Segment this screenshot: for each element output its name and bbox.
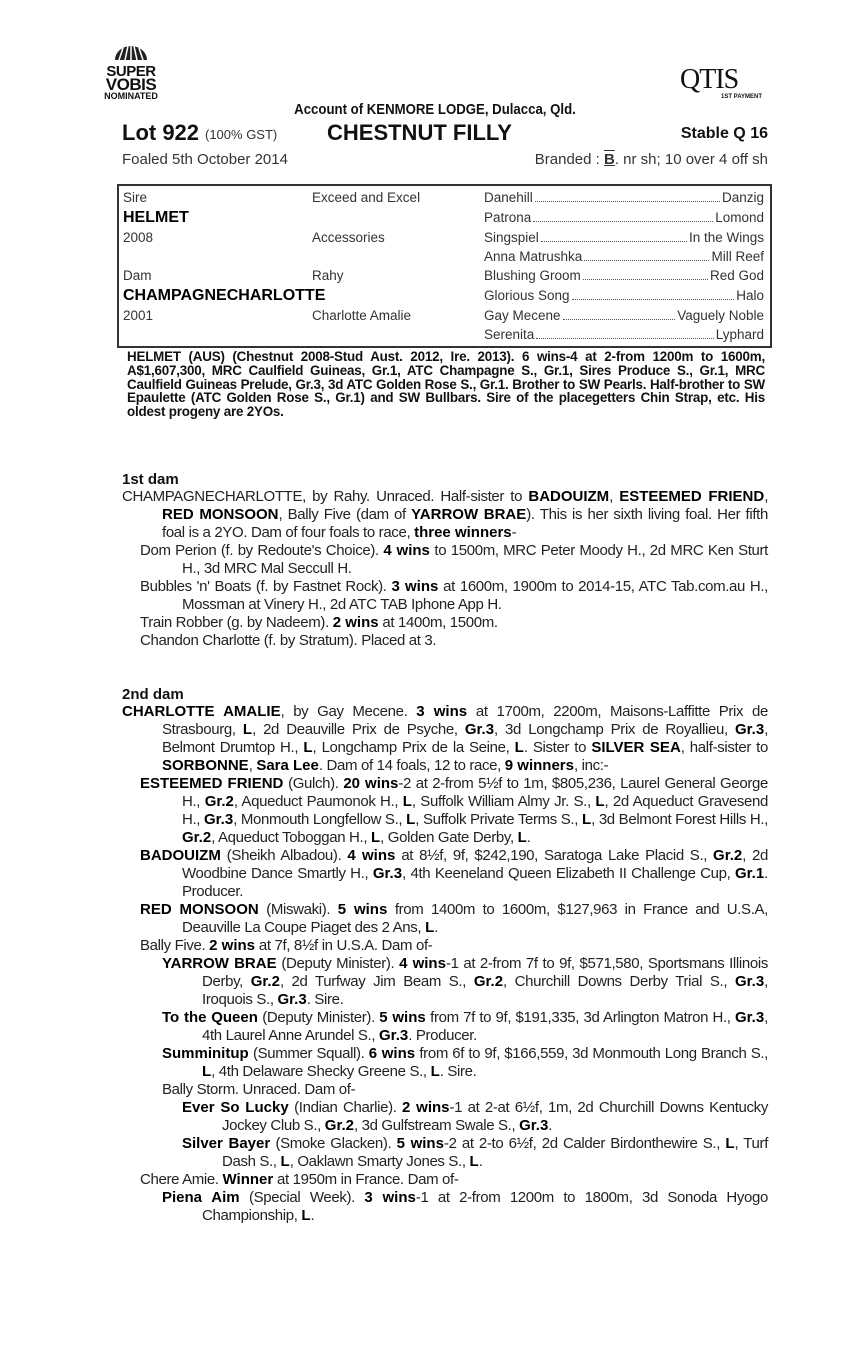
entry-text: from 1400m to 1600m, $127,963 in France and U.S.A, Deauville La Coupe Piaget des 2 Ans, <box>182 901 769 936</box>
entry-text: , <box>609 488 620 505</box>
pedigree-entry <box>122 1099 768 1135</box>
highlighted-text: YARROW BRAE <box>411 506 527 523</box>
grandparent-name: Danehill <box>484 190 533 205</box>
grandparent-sire: Lomond <box>715 210 764 225</box>
entry-text: , 2d Aqueduct Gravesend H., <box>182 793 768 828</box>
entry-text: , half-sister to <box>680 739 768 756</box>
entry-text: , by Gay Mecene. <box>280 703 417 720</box>
entry-text: (Indian Charlie). <box>288 1099 402 1116</box>
highlighted-text: Gr.3 <box>519 1117 549 1134</box>
pedigree-grandparent-row <box>484 228 764 247</box>
highlighted-text: Gr.3 <box>734 1009 765 1026</box>
highlighted-text: L <box>402 793 412 810</box>
entry-text: , Monmouth Longfellow S., <box>233 811 407 828</box>
first-dam-heading: 1st dam <box>122 471 179 488</box>
brand-info: Branded : B. nr sh; 10 over 4 off sh <box>534 151 768 168</box>
pedigree-table <box>117 184 772 348</box>
highlighted-text: L <box>514 739 524 756</box>
sire-name: HELMET <box>123 209 189 226</box>
entry-text: at 1700m, 2200m, Maisons-Laffitte Prix de Strasbourg, <box>162 703 768 738</box>
super-vobis-nominated-logo: SUPER VOBIS NOMINATED <box>92 44 170 110</box>
highlighted-text: Gr.3 <box>277 991 307 1008</box>
entry-text: (Special Week). <box>239 1189 365 1206</box>
pedigree-entry <box>122 901 768 937</box>
dam-name: CHAMPAGNECHARLOTTE <box>123 287 326 304</box>
sire-dam: Accessories <box>312 230 385 245</box>
pedigree-entry <box>122 1009 768 1045</box>
entry-text: , 3d Longchamp Prix de Royallieu, <box>494 721 735 738</box>
highlighted-text: Gr.2 <box>324 1117 354 1134</box>
highlighted-text: Summinitup <box>162 1045 249 1062</box>
highlighted-text: 6 wins <box>368 1045 416 1062</box>
highlighted-text: 5 wins <box>396 1135 444 1152</box>
dam-sire: Rahy <box>312 268 344 283</box>
entry-text: , 3d Gulfstream Swale S., <box>353 1117 520 1134</box>
highlighted-text: YARROW BRAE <box>162 955 277 972</box>
highlighted-text: RED MONSOON <box>140 901 259 918</box>
highlighted-text: Gr.2 <box>713 847 743 864</box>
highlighted-text: L <box>517 829 527 846</box>
highlighted-text: Gr.3 <box>204 811 234 828</box>
second-dam-heading: 2nd dam <box>122 686 184 703</box>
highlighted-text: Gr.3 <box>734 973 765 990</box>
highlighted-text: 4 wins <box>347 847 396 864</box>
entry-text: Chere Amie. <box>140 1171 223 1188</box>
entry-text: , Aqueduct Paumonok H., <box>233 793 403 810</box>
entry-text: -1 at 2-from 7f to 9f, $571,580, Sportsmans Illinois Derby, <box>202 955 769 990</box>
grandparent-name: Singspiel <box>484 230 539 245</box>
entry-text: to 1500m, MRC Peter Moody H., 2d MRC Ken Sturt H., 3d MRC Mal Seccull H. <box>182 542 768 577</box>
highlighted-text: L <box>280 1153 290 1170</box>
pedigree-grandparent-row <box>484 325 764 344</box>
lot-line <box>122 120 768 146</box>
highlighted-text: three winners <box>414 524 512 541</box>
highlighted-text: Gr.2 <box>473 973 504 990</box>
entry-text: -1 at 2-at 6½f, 1m, 2d Churchill Downs Kentucky Jockey Club S., <box>222 1099 768 1134</box>
pedigree-grandparent-row <box>484 247 764 266</box>
highlighted-text: 3 wins <box>416 703 468 720</box>
entry-text: Dom Perion (f. by Redoute's Choice). <box>140 542 384 559</box>
foaled-date: Foaled 5th October 2014 <box>122 151 288 168</box>
entry-text: (Gulch). <box>283 775 344 792</box>
entry-text: ). This is her sixth living foal. Her fifth foal is a 2YO. Dam of four foals to race, <box>162 506 768 541</box>
gst-note: (100% GST) <box>205 127 278 142</box>
entry-text: , Bally Five (dam of <box>278 506 412 523</box>
entry-text: , inc:- <box>574 757 609 774</box>
pedigree-grandparent-row <box>484 306 764 325</box>
highlighted-text: Sara Lee <box>256 757 319 774</box>
highlighted-text: L <box>370 829 381 846</box>
pedigree-entry <box>122 1045 768 1081</box>
highlighted-text: 3 wins <box>364 1189 416 1206</box>
pedigree-grandparent-row <box>484 208 764 227</box>
pedigree-entry <box>122 488 768 542</box>
pedigree-entry <box>122 955 768 1009</box>
highlighted-text: SORBONNE <box>162 757 249 774</box>
highlighted-text: L <box>430 1063 440 1080</box>
vobis-crown-icon <box>111 44 151 60</box>
pedigree-entry <box>122 775 768 847</box>
entry-text: , Turf Dash S., <box>222 1135 769 1170</box>
highlighted-text: To the Queen <box>162 1009 258 1026</box>
entry-text: (Smoke Glacken). <box>270 1135 397 1152</box>
highlighted-text: 2 wins <box>332 614 379 631</box>
highlighted-text: Gr.2 <box>182 829 212 846</box>
entry-text: from 6f to 9f, $166,559, 3d Monmouth Long Branch S., <box>415 1045 769 1062</box>
entry-text: . Dam of 14 foals, 12 to race, <box>318 757 505 774</box>
highlighted-text: Silver Bayer <box>182 1135 271 1152</box>
entry-text: , Aqueduct Toboggan H., <box>211 829 371 846</box>
highlighted-text: 5 wins <box>379 1009 426 1026</box>
leader-dots <box>541 228 687 242</box>
pedigree-entry <box>122 1135 768 1171</box>
leader-dots <box>563 306 676 320</box>
highlighted-text: L <box>303 739 313 756</box>
pedigree-grandparent-row <box>484 286 764 305</box>
leader-dots <box>536 325 713 339</box>
highlighted-text: Gr.3 <box>735 721 765 738</box>
pedigree-entry <box>122 542 768 578</box>
entry-text: . <box>548 1117 553 1134</box>
highlighted-text: Gr.3 <box>379 1027 409 1044</box>
leader-dots <box>533 208 713 222</box>
horse-description: CHESTNUT FILLY <box>327 120 512 145</box>
sire-sire: Exceed and Excel <box>312 190 421 205</box>
entry-text: . Producer. <box>182 865 768 900</box>
grandparent-name: Glorious Song <box>484 288 570 303</box>
sire-year: 2008 <box>123 230 154 245</box>
pedigree-entry <box>122 614 768 632</box>
entry-text: -2 at 2-from 5½f to 1m, $805,236, Laurel General George H., <box>182 775 768 810</box>
entry-text: , 4th Delaware Shecky Greene S., <box>211 1063 431 1080</box>
highlighted-text: CHARLOTTE AMALIE <box>122 703 281 720</box>
highlighted-text: BADOUIZM <box>528 488 610 505</box>
highlighted-text: L <box>595 793 605 810</box>
pedigree-entry <box>122 703 768 775</box>
lot-number: Lot 922 <box>122 120 200 145</box>
entry-text: . Sister to <box>523 739 592 756</box>
entry-text: CHAMPAGNECHARLOTTE, by Rahy. Unraced. Half-sister to <box>122 488 529 505</box>
entry-text: , <box>764 488 769 505</box>
highlighted-text: 3 wins <box>391 578 439 595</box>
sire-label: Sire <box>123 190 148 205</box>
highlighted-text: L <box>725 1135 735 1152</box>
entry-text: (Sheikh Albadou). <box>220 847 348 864</box>
highlighted-text: 5 wins <box>337 901 388 918</box>
highlighted-text: Gr.3 <box>464 721 495 738</box>
highlighted-text: L <box>406 811 416 828</box>
entry-text: , 4th Laurel Anne Arundel S., <box>202 1009 768 1044</box>
qtis-logo: QTIS 1ST PAYMENT <box>680 64 762 100</box>
entry-text: , Oaklawn Smarty Jones S., <box>289 1153 470 1170</box>
pedigree-entry <box>122 632 768 650</box>
entry-text: , 2d Deauville Prix de Psyche, <box>252 721 465 738</box>
entry-text: , Belmont Drumtop H., <box>162 721 769 756</box>
highlighted-text: 2 wins <box>402 1099 450 1116</box>
entry-text: Train Robber (g. by Nadeem). <box>140 614 333 631</box>
highlighted-text: 2 wins <box>209 937 256 954</box>
first-dam-section <box>122 488 768 650</box>
grandparent-sire: Halo <box>736 288 764 303</box>
highlighted-text: Gr.2 <box>204 793 234 810</box>
highlighted-text: Gr.2 <box>250 973 280 990</box>
highlighted-text: 9 winners <box>504 757 574 774</box>
entry-text: -1 at 2-from 1200m to 1800m, 3d Sonoda Hyogo Championship, <box>202 1189 769 1224</box>
entry-text: , Golden Gate Derby, <box>380 829 518 846</box>
pedigree-entry <box>122 847 768 901</box>
entry-text: - <box>511 524 517 541</box>
entry-text: at 8½f, 9f, $242,190, Saratoga Lake Placid S., <box>395 847 714 864</box>
grandparent-name: Patrona <box>484 210 532 225</box>
entry-text: . <box>434 919 439 936</box>
entry-text: Bubbles 'n' Boats (f. by Fastnet Rock). <box>140 578 392 595</box>
entry-text: (Deputy Minister). <box>257 1009 380 1026</box>
highlighted-text: ESTEEMED FRIEND <box>140 775 284 792</box>
entry-text: , 4th Keeneland Queen Elizabeth II Challenge Cup, <box>402 865 735 882</box>
entry-text: Bally Storm. Unraced. Dam of- <box>162 1081 356 1098</box>
pedigree-entry <box>122 578 768 614</box>
pedigree-entry <box>122 1189 768 1225</box>
highlighted-text: BADOUIZM <box>140 847 221 864</box>
entry-text: at 1600m, 1900m to 2014-15, ATC Tab.com.au H., Mossman at Vinery H., 2d ATC TAB Iphone App H. <box>182 578 768 613</box>
highlighted-text: Gr.1 <box>734 865 765 882</box>
entry-text: . Sire. <box>306 991 344 1008</box>
stable-number: Stable Q 16 <box>680 125 768 142</box>
leader-dots <box>572 286 735 300</box>
entry-text: . Sire. <box>439 1063 477 1080</box>
highlighted-text: L <box>581 811 592 828</box>
highlighted-text: L <box>425 919 435 936</box>
entry-text: , Iroquois S., <box>202 973 768 1008</box>
entry-text: Chandon Charlotte (f. by Stratum). Placed at 3. <box>140 632 437 649</box>
entry-text: -2 at 2-to 6½f, 2d Calder Birdonthewire S., <box>443 1135 726 1152</box>
dam-label: Dam <box>123 268 152 283</box>
highlighted-text: ESTEEMED FRIEND <box>619 488 765 505</box>
pedigree-entry <box>122 937 768 955</box>
highlighted-text: L <box>469 1153 479 1170</box>
leader-dots <box>535 188 720 202</box>
highlighted-text: Winner <box>222 1171 274 1188</box>
highlighted-text: 4 wins <box>383 542 430 559</box>
grandparent-sire: In the Wings <box>688 230 764 245</box>
entry-text: , 3d Belmont Forest Hills H., <box>591 811 768 828</box>
second-dam-section <box>122 703 768 1225</box>
entry-text: from 7f to 9f, $191,335, 3d Arlington Matron H., <box>425 1009 735 1026</box>
entry-text: , Longchamp Prix de la Seine, <box>312 739 515 756</box>
entry-text: Bally Five. <box>140 937 210 954</box>
vendor-account: Account of KENMORE LODGE, Dulacca, Qld. <box>294 101 576 118</box>
leader-dots <box>583 266 708 280</box>
entry-text: , Suffolk Private Terms S., <box>415 811 582 828</box>
grandparent-sire: Vaguely Noble <box>677 308 764 323</box>
pedigree-grandparent-row <box>484 266 764 285</box>
highlighted-text: 4 wins <box>399 955 446 972</box>
entry-text: at 1950m in France. Dam of- <box>273 1171 459 1188</box>
entry-text: , <box>248 757 257 774</box>
pedigree-grandparent-row <box>484 188 764 207</box>
pedigree-entry <box>122 1081 768 1099</box>
entry-text: (Summer Squall). <box>248 1045 369 1062</box>
grandparent-sire: Danzig <box>721 190 764 205</box>
entry-text: . Producer. <box>408 1027 477 1044</box>
highlighted-text: L <box>202 1063 212 1080</box>
entry-text: at 1400m, 1500m. <box>378 614 498 631</box>
entry-text: , Suffolk William Almy Jr. S., <box>411 793 596 810</box>
dam-dam: Charlotte Amalie <box>312 308 412 323</box>
grandparent-sire: Red God <box>709 268 764 283</box>
leader-dots <box>584 247 709 261</box>
highlighted-text: Piena Aim <box>162 1189 240 1206</box>
grandparent-name: Anna Matrushka <box>484 249 583 264</box>
sire-biography: HELMET (AUS) (Chestnut 2008-Stud Aust. 2012, Ire. 2013). 6 wins-4 at 2-from 1200m to 1600m, A$1,607,300, MRC Caulfield Guineas, Gr.1, ATC Champagne S., Gr.1, Sires Produce S., Gr.1, MRC Caulfield Guineas Prelude, Gr.3, 3d ATC Golden Rose S., Gr.1. Brother to SW Pearls. Half-brother to SW Epaulette (ATC Golden Rose S., Gr.1) and SW Bullbars. Sire of the placegetters Chin Strap, etc. His oldest progeny are 2YOs. <box>127 349 765 420</box>
entry-text: at 7f, 8½f in U.S.A. Dam of- <box>255 937 433 954</box>
highlighted-text: RED MONSOON <box>162 506 279 523</box>
highlighted-text: SILVER SEA <box>591 739 681 756</box>
entry-text: (Miswaki). <box>258 901 338 918</box>
grandparent-name: Serenita <box>484 327 535 342</box>
highlighted-text: Gr.3 <box>372 865 403 882</box>
highlighted-text: 20 wins <box>343 775 399 792</box>
highlighted-text: L <box>301 1207 311 1224</box>
entry-text: . <box>478 1153 483 1170</box>
grandparent-name: Gay Mecene <box>484 308 561 323</box>
grandparent-sire: Mill Reef <box>711 249 764 264</box>
grandparent-name: Blushing Groom <box>484 268 581 283</box>
highlighted-text: L <box>242 721 253 738</box>
entry-text: . <box>310 1207 315 1224</box>
dam-year: 2001 <box>123 308 154 323</box>
entry-text: (Deputy Minister). <box>276 955 400 972</box>
entry-text: . <box>526 829 531 846</box>
entry-text: , 2d Turfway Jim Beam S., <box>279 973 474 990</box>
brand-mark: B <box>604 151 615 168</box>
entry-text: , 2d Woodbine Dance Smartly H., <box>182 847 768 882</box>
entry-text: , Churchill Downs Derby Trial S., <box>503 973 735 990</box>
highlighted-text: Ever So Lucky <box>182 1099 289 1116</box>
pedigree-entry <box>122 1171 768 1189</box>
grandparent-sire: Lyphard <box>715 327 764 342</box>
